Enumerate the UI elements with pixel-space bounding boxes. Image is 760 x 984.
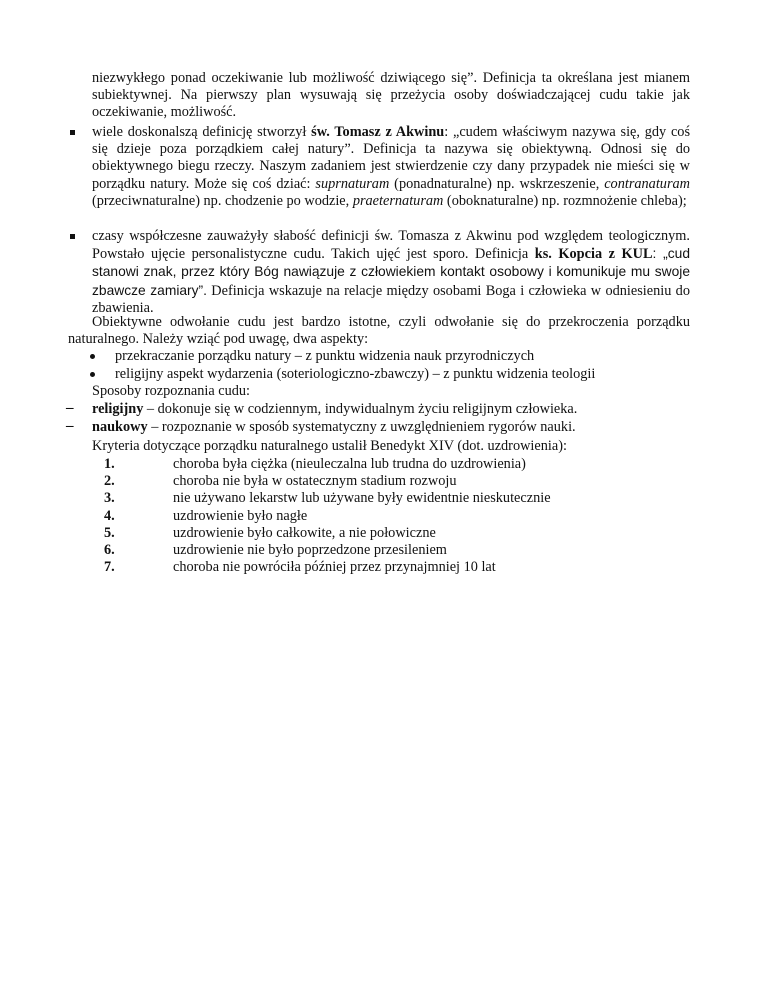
way-desc: – dokonuje się w codziennym, indywidualnym życiu religijnym człowieka. bbox=[143, 401, 578, 417]
criterion-text: uzdrowienie było nagłe bbox=[173, 508, 308, 524]
paragraph-text: Obiektywne odwołanie cudu jest bardzo istotne, czyli odwołanie się do przekroczenia porządku naturalnego. Należy wziąć pod uwagę, dwa aspekty: bbox=[68, 314, 690, 348]
kryteria-heading: Kryteria dotyczące porządku naturalnego ustalił Benedykt XIV (dot. uzdrowienia): bbox=[92, 438, 567, 454]
criterion-text: choroba nie była w ostatecznym stadium rozwoju bbox=[173, 473, 457, 489]
way-term: naukowy bbox=[92, 419, 148, 435]
criterion-number: 2. bbox=[104, 473, 115, 489]
square-bullet-icon bbox=[68, 228, 76, 245]
criterion-text: nie używano lekarstw lub używane były ewidentnie nieskutecznie bbox=[173, 490, 551, 506]
aspect-item: religijny aspekt wydarzenia (soteriologiczno-zbawczy) – z punktu widzenia teologii bbox=[115, 366, 596, 382]
criterion-text: choroba nie powróciła później przez przynajmniej 10 lat bbox=[173, 559, 496, 575]
criterion-number: 4. bbox=[104, 508, 115, 524]
criterion-number: 1. bbox=[104, 456, 115, 472]
criterion-number: 6. bbox=[104, 542, 115, 558]
criterion-text: uzdrowienie nie było poprzedzone przesileniem bbox=[173, 542, 447, 558]
bold-name-kopcia: ks. Kopcia z KUL bbox=[534, 246, 653, 263]
bullet-quote: : „cud stanowi znak, przez który Bóg nawiązuje z człowiekiem kontakt osobowy i komunikuje mu swoje zbawcze zamiary”. bbox=[92, 246, 690, 298]
aspect-item: przekraczanie porządku natury – z punktu widzenia nauk przyrodniczych bbox=[115, 348, 535, 364]
latin-term: contranaturam bbox=[604, 175, 690, 192]
bullet-item-kopcia bbox=[92, 228, 690, 317]
criterion-text: uzdrowienie było całkowite, a nie połowiczne bbox=[173, 525, 436, 541]
round-bullet-icon bbox=[88, 366, 96, 383]
criterion-number: 5. bbox=[104, 525, 115, 541]
round-bullet-icon bbox=[88, 348, 96, 365]
way-desc: – rozpoznanie w sposób systematyczny z uwzględnieniem rygorów nauki. bbox=[147, 419, 576, 435]
latin-term: suprnaturam bbox=[315, 175, 390, 192]
bullet-text: Definicja wskazuje na relacje między osobami Boga i człowieka w odniesieniu do zbawienia. bbox=[92, 282, 690, 316]
criterion-text: choroba była ciężka (nieuleczalna lub trudna do uzdrowienia) bbox=[173, 456, 526, 472]
bullet-item-tomasz bbox=[92, 124, 690, 210]
bullet-text: : „cudem właściwym nazywa się, gdy coś się dzieje poza porządkiem całej natury”. Definicja ta nazywa się obiektywną. Odnosi się do obiektywnego biegu rzeczy. Naszym zadaniem jest stwierdzenie czy dany przypadek nie mieści się w porządku natury. Może się coś dziać: bbox=[92, 124, 691, 192]
dash-bullet-icon: – bbox=[66, 400, 74, 416]
latin-term: praeternaturam bbox=[352, 192, 444, 209]
bullet-text: wiele doskonalszą definicję stworzył bbox=[92, 124, 312, 140]
bold-name-tomasz: św. Tomasz z Akwinu bbox=[311, 124, 445, 140]
bullet-text: (przeciwnaturalne) np. chodzenie po wodzie, bbox=[92, 192, 353, 209]
criterion-number: 7. bbox=[104, 559, 115, 575]
paragraph-objective bbox=[68, 314, 690, 348]
bullet-text: (ponadnaturalne) np. wskrzeszenie, bbox=[389, 175, 605, 192]
sposoby-heading: Sposoby rozpoznania cudu: bbox=[92, 383, 251, 399]
way-item bbox=[92, 401, 577, 418]
way-term: religijny bbox=[92, 401, 144, 417]
paragraph-subjective-definition bbox=[92, 70, 690, 122]
paragraph-text: niezwykłego ponad oczekiwanie lub możliwość dziwiącego się”. Definicja ta określana jest mianem subiektywnej. Na pierwszy plan wysuwają się przeżycia osoby doświadczającej cudu takie jak oczekiwanie, możliwość. bbox=[92, 70, 690, 121]
bullet-text: (oboknaturalne) np. rozmnożenie chleba); bbox=[443, 192, 687, 209]
square-bullet-icon bbox=[68, 124, 76, 141]
criterion-number: 3. bbox=[104, 490, 115, 506]
dash-bullet-icon: – bbox=[66, 418, 74, 434]
bullet-text: czasy współczesne zauważyły słabość definicji św. Tomasza z Akwinu pod względem teologicznym. Powstało ujęcie personalistyczne cudu. Takich ujęć jest sporo. Definicja bbox=[92, 228, 690, 263]
way-item bbox=[92, 419, 576, 436]
